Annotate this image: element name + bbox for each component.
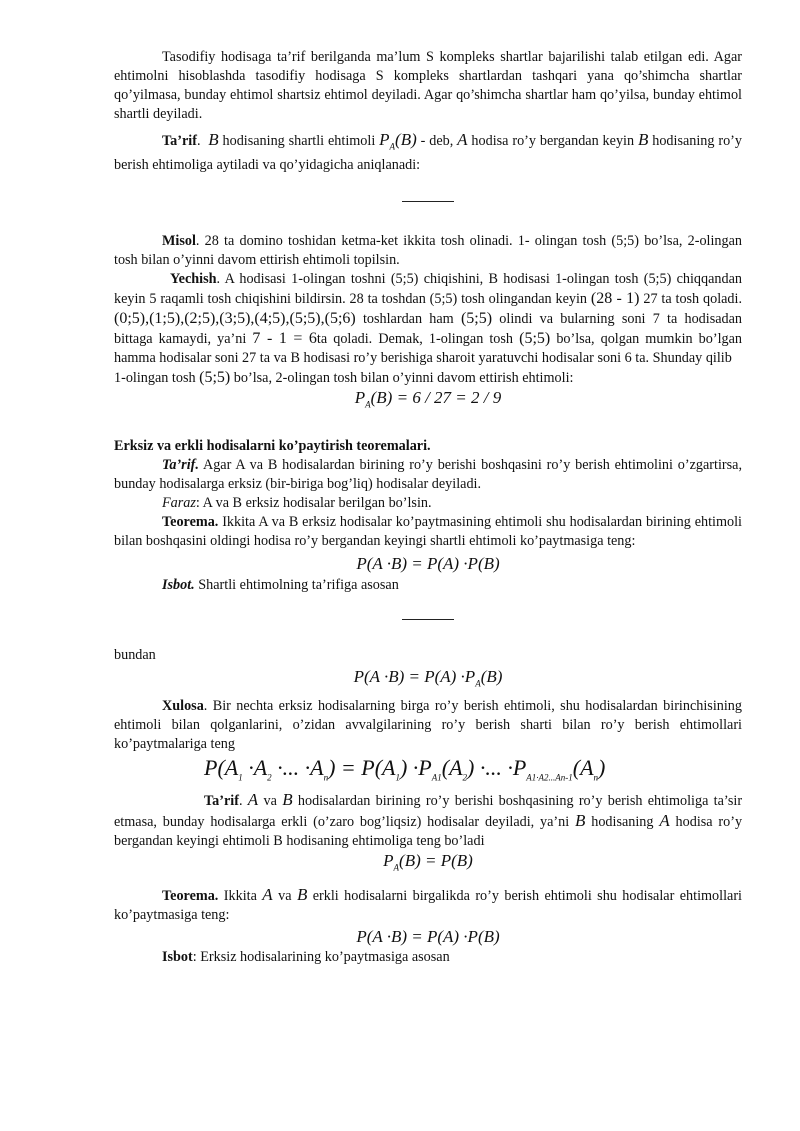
theorem-independent: Teorema. Ikkita A va B erkli hodisalarni birgalikda ro’y berish ehtimoli shu hodisalar ehtimollari ko’paytmasiga teng:: [114, 884, 742, 923]
proof-line-2: Isbot: Erksiz hodisalarining ko’paytmasiga asosan: [162, 948, 450, 965]
independence-formula: $P_A(B) = P(B)$: [383, 850, 473, 872]
solution-label: Yechish: [170, 271, 217, 288]
proof-line: Isbot. Shartli ehtimolning ta’rifiga asosan: [162, 576, 399, 593]
definition-dependent: Ta’rif. Agar A va B hodisalardan birining ro’y berishi boshqasini ro’y berish ehtimolini o’zgartirsa, bunday hodisalarga erksiz (bir-biriga bog’liq) hodisalar deyiladi.: [114, 456, 742, 492]
conclusion-paragraph: Xulosa. Bir nechta erksiz hodisalarning birga ro’y berish ehtimoli, shu hodisalardan birinchisining ehtimoli bilan qolganlarini, o’zidan avvalgilarining ro’y berish sharti bilan ro’y berish ehtimollari ko’paytmalariga teng: [114, 698, 742, 753]
solution-result: $P_A(B) = 6 / 27 = 2 / 9$: [354, 388, 502, 410]
solution-continuation: 1-olingan tosh (5;5) bo’lsa, 2-olingan tosh bilan o’yinni davom ettirish ehtimoli:: [114, 369, 574, 387]
general-product-formula: $P(A_1 \cdot A_2$ ·... $\cdot A_n) = P(A_1) \cdot P_{A1}(A_2)$ ·... $\cdot P_{A1\cdot A2...An-1}(A_n)$: [204, 755, 606, 783]
independent-product-formula: P(A ·B) = P(A) ·P(B): [356, 926, 500, 946]
solution-paragraph: Yechish. A hodisasi 1-olingan toshni (5;5) chiqishini, B hodisasi 1-olingan tosh (5;5) chiqqandan keyin 5 raqamli tosh chiqishini bildirsin. 28 ta toshdan (5;5) tosh olingandan keyin (28 - 1) 27 ta tosh qoladi. (0;5),(1;5),(2;5),(3;5),(4;5),(5;5),(5;6) toshlardan ham (5;5) olindi va bularning soni 7 ta hodisadan bittaga kamaydi, ya’ni 7 - 1 = 6ta qoladi. Demak, 1-olingan tosh (5;5) bo’lsa, qolgan mumkin bo’lgan hamma hodisalar soni 27 ta va B hodisasi ro’y berishiga sharoit yaratuvchi hodisalar soni 6 ta. Shunday qilib: [114, 271, 743, 367]
example-paragraph: Misol. 28 ta domino toshidan ketma-ket ikkita tosh olinadi. 1- olingan tosh (5;5) bo’lsa, 2-olingan tosh bilan o’yinni davom ettirish ehtimoli topilsin.: [114, 233, 742, 269]
definition-label: Ta’rif: [162, 133, 197, 149]
example-label: Misol: [162, 233, 196, 250]
product-formula: P(A ·B) = P(A) ·P(B): [356, 553, 500, 573]
definition-conditional: Ta’rif. B hodisaning shartli ehtimoli $P_A(B)$ - deb, A hodisa ro’y bergandan keyin B hodisaning ro’y berish ehtimoliga aytiladi va qo’yidagicha aniqlanadi:: [114, 130, 742, 174]
assumption: Faraz: A va B erksiz hodisalar berilgan bo’lsin.: [162, 494, 432, 511]
intro-paragraph: Tasodifiy hodisaga ta’rif berilganda ma’lum S kompleks shartlar bajarilishi talab etilgan edi. Agar ehtimolni hisoblashda tasodifiy hodisaga S kompleks shartlardan tashqari yana qo’shimcha shartlar qo’yilmasa, bunday ehtimol shartsiz ehtimol deyiladi. Agar qo’shimcha shartlar ham qo’yilsa, bunday ehtimol shartli deyiladi.: [114, 49, 742, 122]
definition-independent: Ta’rif. A va B hodisalardan birining ro’y berishi boshqasining ro’y berish ehtimoliga ta’sir etmasa, bunday hodisalarga erkli (o’zaro bog’liqsiz) hodisalar deyiladi, ya’ni B hodisaning A hodisa ro’y bergandan keyingi ehtimoli B hodisaning ehtimoliga teng bo’ladi: [114, 789, 743, 849]
conditional-product-formula: $P(A \cdot B) = P(A) \cdot P_A(B)$: [353, 666, 503, 689]
document-page: [114, 48, 742, 967]
section-heading: Erksiz va erkli hodisalarni ko’paytirish teoremalari.: [114, 437, 431, 454]
theorem-dependent: Teorema. Ikkita A va B erksiz hodisalar ko’paytmasining ehtimoli shu hodisalardan birining ehtimoli bilan boshqasini oldingi hodisa ro’y bergandan keyingi shartli ehtimoli ko’paytmasiga teng:: [114, 513, 742, 549]
bundan-text: bundan: [114, 646, 156, 663]
